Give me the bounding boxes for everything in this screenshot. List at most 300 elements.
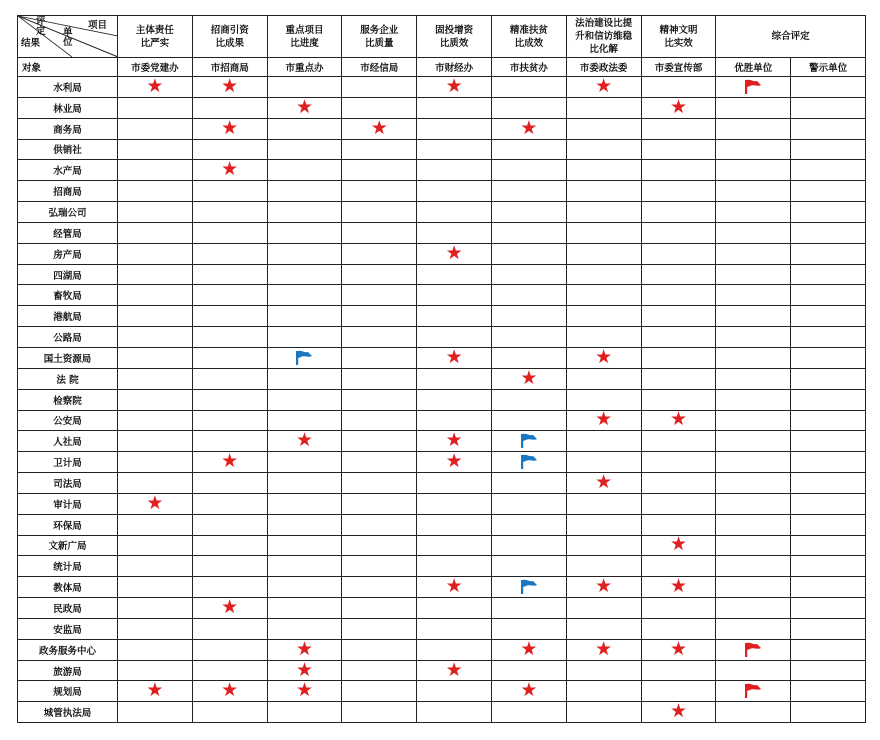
table-row bbox=[18, 618, 866, 639]
table-cell bbox=[716, 306, 791, 327]
red-flag-icon bbox=[744, 79, 762, 95]
table-cell bbox=[192, 702, 267, 723]
table-cell bbox=[342, 97, 417, 118]
table-cell bbox=[641, 639, 716, 660]
table-cell bbox=[417, 202, 492, 223]
table-row bbox=[18, 77, 866, 98]
column-title: 法治建设比提 升和信访维稳 比化解 bbox=[566, 16, 641, 58]
table-cell bbox=[566, 181, 641, 202]
table-cell bbox=[716, 139, 791, 160]
red-star-icon: ★ bbox=[295, 639, 314, 660]
table-cell bbox=[267, 118, 342, 139]
red-star-icon: ★ bbox=[595, 472, 613, 493]
table-cell bbox=[192, 556, 267, 577]
table-cell bbox=[566, 702, 641, 723]
table-cell bbox=[118, 264, 193, 285]
blue-flag-icon bbox=[520, 454, 538, 470]
table-cell bbox=[716, 598, 791, 619]
row-object-name: 教体局 bbox=[18, 577, 118, 598]
table-cell bbox=[641, 618, 716, 639]
table-cell bbox=[342, 243, 417, 264]
column-unit: 市委政法委 bbox=[566, 58, 641, 77]
table-cell bbox=[267, 202, 342, 223]
table-cell bbox=[791, 452, 866, 473]
red-star-icon: ★ bbox=[370, 118, 388, 139]
red-star-icon: ★ bbox=[221, 118, 239, 139]
row-object-name: 公安局 bbox=[18, 410, 118, 431]
row-object-name: 民政局 bbox=[18, 598, 118, 619]
table-cell bbox=[641, 97, 716, 118]
table-cell bbox=[566, 327, 641, 348]
table-cell bbox=[491, 639, 566, 660]
table-cell bbox=[118, 473, 193, 494]
table-cell bbox=[791, 97, 866, 118]
table-cell bbox=[491, 181, 566, 202]
red-star-icon: ★ bbox=[221, 680, 239, 702]
row-object-name: 畜牧局 bbox=[18, 285, 118, 306]
table-cell bbox=[716, 160, 791, 181]
table-cell bbox=[192, 473, 267, 494]
red-star-icon: ★ bbox=[445, 76, 463, 97]
row-object-name: 招商局 bbox=[18, 181, 118, 202]
table-cell bbox=[267, 473, 342, 494]
table-cell bbox=[267, 431, 342, 452]
table-cell bbox=[791, 473, 866, 494]
table-body bbox=[18, 16, 866, 723]
red-star-icon: ★ bbox=[520, 680, 538, 702]
row-object-name: 港航局 bbox=[18, 306, 118, 327]
table-row bbox=[18, 285, 866, 306]
table-cell bbox=[791, 702, 866, 723]
summary-warn-unit: 警示单位 bbox=[791, 58, 866, 77]
table-cell bbox=[192, 493, 267, 514]
table-cell bbox=[417, 389, 492, 410]
table-cell bbox=[342, 473, 417, 494]
table-cell bbox=[267, 347, 342, 368]
table-cell bbox=[566, 347, 641, 368]
table-cell bbox=[791, 243, 866, 264]
table-cell bbox=[641, 598, 716, 619]
column-title: 精神文明 比实效 bbox=[641, 16, 716, 58]
table-cell bbox=[342, 368, 417, 389]
table-cell bbox=[342, 347, 417, 368]
table-cell bbox=[716, 327, 791, 348]
table-cell bbox=[791, 389, 866, 410]
row-object-name: 水利局 bbox=[18, 77, 118, 98]
table-cell bbox=[118, 368, 193, 389]
table-cell bbox=[491, 77, 566, 98]
table-cell bbox=[192, 97, 267, 118]
table-cell bbox=[118, 243, 193, 264]
table-cell bbox=[716, 410, 791, 431]
red-star-icon: ★ bbox=[595, 639, 613, 660]
table-cell bbox=[417, 410, 492, 431]
table-row bbox=[18, 473, 866, 494]
table-cell bbox=[118, 556, 193, 577]
table-cell bbox=[267, 681, 342, 702]
table-row bbox=[18, 389, 866, 410]
red-star-icon: ★ bbox=[445, 243, 463, 264]
table-cell bbox=[192, 327, 267, 348]
table-cell bbox=[342, 160, 417, 181]
table-cell bbox=[791, 535, 866, 556]
table-cell bbox=[791, 264, 866, 285]
table-cell bbox=[267, 97, 342, 118]
table-cell bbox=[118, 452, 193, 473]
table-cell bbox=[342, 118, 417, 139]
table-row bbox=[18, 264, 866, 285]
table-cell bbox=[641, 77, 716, 98]
table-cell bbox=[192, 452, 267, 473]
object-label: 对象 bbox=[18, 58, 118, 77]
table-cell bbox=[641, 473, 716, 494]
table-cell bbox=[491, 577, 566, 598]
column-unit: 市委宣传部 bbox=[641, 58, 716, 77]
table-cell bbox=[342, 598, 417, 619]
table-cell bbox=[566, 285, 641, 306]
red-star-icon: ★ bbox=[221, 597, 239, 619]
table-row bbox=[18, 139, 866, 160]
table-cell bbox=[716, 493, 791, 514]
table-cell bbox=[491, 618, 566, 639]
table-cell bbox=[641, 347, 716, 368]
table-cell bbox=[342, 389, 417, 410]
table-cell bbox=[791, 577, 866, 598]
column-unit: 市扶贫办 bbox=[491, 58, 566, 77]
table-cell bbox=[118, 97, 193, 118]
row-object-name: 国土资源局 bbox=[18, 347, 118, 368]
table-cell bbox=[566, 618, 641, 639]
row-object-name: 环保局 bbox=[18, 514, 118, 535]
table-cell bbox=[716, 347, 791, 368]
table-cell bbox=[342, 306, 417, 327]
table-cell bbox=[641, 702, 716, 723]
table-row bbox=[18, 97, 866, 118]
table-cell bbox=[342, 222, 417, 243]
blue-flag-icon bbox=[520, 579, 538, 595]
table-row bbox=[18, 681, 866, 702]
red-star-icon: ★ bbox=[445, 451, 463, 473]
red-star-icon: ★ bbox=[445, 430, 463, 452]
table-cell bbox=[566, 639, 641, 660]
table-cell bbox=[267, 535, 342, 556]
table-cell bbox=[267, 660, 342, 681]
red-star-icon: ★ bbox=[520, 118, 538, 139]
table-cell bbox=[192, 660, 267, 681]
table-cell bbox=[566, 431, 641, 452]
table-cell bbox=[716, 639, 791, 660]
row-object-name: 卫计局 bbox=[18, 452, 118, 473]
table-cell bbox=[566, 264, 641, 285]
table-cell bbox=[342, 535, 417, 556]
row-object-name: 经管局 bbox=[18, 222, 118, 243]
column-unit: 市经信局 bbox=[342, 58, 417, 77]
table-cell bbox=[192, 535, 267, 556]
table-cell bbox=[716, 222, 791, 243]
table-cell bbox=[342, 556, 417, 577]
summary-title: 综合评定 bbox=[716, 16, 866, 58]
table-cell bbox=[118, 222, 193, 243]
table-row bbox=[18, 556, 866, 577]
table-cell bbox=[267, 306, 342, 327]
table-cell bbox=[267, 285, 342, 306]
table-cell bbox=[566, 139, 641, 160]
table-cell bbox=[267, 181, 342, 202]
table-cell bbox=[267, 327, 342, 348]
table-cell bbox=[641, 118, 716, 139]
table-cell bbox=[192, 77, 267, 98]
red-star-icon: ★ bbox=[146, 493, 164, 514]
table-cell bbox=[791, 202, 866, 223]
table-cell bbox=[342, 410, 417, 431]
table-row bbox=[18, 514, 866, 535]
table-row bbox=[18, 181, 866, 202]
table-cell bbox=[118, 681, 193, 702]
row-object-name: 文新广局 bbox=[18, 535, 118, 556]
table-cell bbox=[566, 77, 641, 98]
red-star-icon: ★ bbox=[669, 639, 687, 660]
table-cell bbox=[491, 347, 566, 368]
table-cell bbox=[267, 160, 342, 181]
table-cell bbox=[566, 222, 641, 243]
table-cell bbox=[192, 410, 267, 431]
table-cell bbox=[417, 368, 492, 389]
table-cell bbox=[342, 77, 417, 98]
table-row bbox=[18, 702, 866, 723]
table-cell bbox=[118, 306, 193, 327]
red-star-icon: ★ bbox=[595, 347, 613, 368]
table-cell bbox=[342, 264, 417, 285]
table-cell bbox=[417, 577, 492, 598]
table-cell bbox=[192, 222, 267, 243]
table-cell bbox=[641, 389, 716, 410]
table-cell bbox=[716, 181, 791, 202]
table-row bbox=[18, 306, 866, 327]
table-cell bbox=[716, 618, 791, 639]
table-cell bbox=[566, 535, 641, 556]
row-object-name: 公路局 bbox=[18, 327, 118, 348]
table-cell bbox=[791, 181, 866, 202]
table-cell bbox=[491, 556, 566, 577]
corner-label-evaluate: 评 定 bbox=[36, 16, 46, 37]
table-cell bbox=[641, 160, 716, 181]
table-cell bbox=[192, 639, 267, 660]
table-cell bbox=[417, 264, 492, 285]
table-cell bbox=[566, 118, 641, 139]
table-cell bbox=[417, 452, 492, 473]
table-cell bbox=[641, 202, 716, 223]
table-cell bbox=[267, 243, 342, 264]
red-star-icon: ★ bbox=[295, 430, 314, 452]
table-row bbox=[18, 577, 866, 598]
table-cell bbox=[491, 493, 566, 514]
table-cell bbox=[491, 535, 566, 556]
corner-label-unit: 单 位 bbox=[63, 27, 73, 48]
table-cell bbox=[566, 452, 641, 473]
red-star-icon: ★ bbox=[669, 535, 687, 556]
table-cell bbox=[716, 77, 791, 98]
table-cell bbox=[342, 202, 417, 223]
table-cell bbox=[566, 243, 641, 264]
table-cell bbox=[192, 243, 267, 264]
row-object-name: 人社局 bbox=[18, 431, 118, 452]
table-cell bbox=[118, 493, 193, 514]
table-cell bbox=[342, 577, 417, 598]
column-title: 服务企业 比质量 bbox=[342, 16, 417, 58]
table-cell bbox=[267, 639, 342, 660]
red-star-icon: ★ bbox=[595, 76, 613, 97]
table-cell bbox=[267, 514, 342, 535]
table-cell bbox=[342, 327, 417, 348]
table-cell bbox=[491, 514, 566, 535]
table-cell bbox=[192, 306, 267, 327]
table-cell bbox=[267, 618, 342, 639]
table-cell bbox=[566, 556, 641, 577]
table-cell bbox=[118, 347, 193, 368]
table-cell bbox=[417, 306, 492, 327]
table-cell bbox=[791, 410, 866, 431]
table-cell bbox=[566, 514, 641, 535]
table-cell bbox=[491, 306, 566, 327]
table-cell bbox=[118, 577, 193, 598]
table-cell bbox=[566, 202, 641, 223]
row-object-name: 水产局 bbox=[18, 160, 118, 181]
diagonal-header-cell bbox=[18, 16, 118, 58]
table-cell bbox=[267, 77, 342, 98]
blue-flag-icon bbox=[520, 433, 538, 449]
table-cell bbox=[192, 347, 267, 368]
table-cell bbox=[192, 118, 267, 139]
table-cell bbox=[641, 243, 716, 264]
table-cell bbox=[118, 139, 193, 160]
red-star-icon: ★ bbox=[146, 680, 164, 702]
table-cell bbox=[417, 327, 492, 348]
table-cell bbox=[192, 264, 267, 285]
corner-label-result: 结果 bbox=[21, 38, 41, 49]
table-cell bbox=[491, 264, 566, 285]
table-cell bbox=[566, 473, 641, 494]
table-cell bbox=[417, 118, 492, 139]
table-cell bbox=[791, 598, 866, 619]
table-cell bbox=[791, 368, 866, 389]
table-cell bbox=[342, 618, 417, 639]
table-cell bbox=[417, 243, 492, 264]
table-cell bbox=[118, 389, 193, 410]
table-row bbox=[18, 347, 866, 368]
table-cell bbox=[641, 327, 716, 348]
table-cell bbox=[118, 618, 193, 639]
red-flag-icon bbox=[744, 683, 762, 699]
table-cell bbox=[118, 77, 193, 98]
table-cell bbox=[342, 493, 417, 514]
table-cell bbox=[791, 306, 866, 327]
summary-good-unit: 优胜单位 bbox=[716, 58, 791, 77]
table-row bbox=[18, 493, 866, 514]
column-title: 主体责任 比严实 bbox=[118, 16, 193, 58]
table-cell bbox=[192, 368, 267, 389]
table-cell bbox=[791, 431, 866, 452]
table-cell bbox=[267, 452, 342, 473]
table-cell bbox=[641, 181, 716, 202]
table-row bbox=[18, 639, 866, 660]
table-cell bbox=[491, 202, 566, 223]
table-cell bbox=[641, 556, 716, 577]
red-star-icon: ★ bbox=[146, 76, 164, 97]
table-cell bbox=[716, 660, 791, 681]
table-cell bbox=[491, 243, 566, 264]
table-cell bbox=[791, 347, 866, 368]
table-cell bbox=[716, 243, 791, 264]
table-row bbox=[18, 598, 866, 619]
table-cell bbox=[192, 202, 267, 223]
table-cell bbox=[267, 410, 342, 431]
table-cell bbox=[417, 139, 492, 160]
table-cell bbox=[342, 639, 417, 660]
red-star-icon: ★ bbox=[295, 97, 314, 118]
table-cell bbox=[566, 306, 641, 327]
blue-flag-icon bbox=[295, 350, 313, 366]
table-cell bbox=[267, 702, 342, 723]
table-cell bbox=[716, 702, 791, 723]
table-cell bbox=[267, 577, 342, 598]
column-title: 固投增资 比质效 bbox=[417, 16, 492, 58]
table-cell bbox=[716, 535, 791, 556]
row-object-name: 弘瑞公司 bbox=[18, 202, 118, 223]
table-cell bbox=[641, 222, 716, 243]
table-cell bbox=[417, 598, 492, 619]
row-object-name: 四湖局 bbox=[18, 264, 118, 285]
table-cell bbox=[417, 473, 492, 494]
table-cell bbox=[118, 514, 193, 535]
table-cell bbox=[716, 264, 791, 285]
table-cell bbox=[417, 431, 492, 452]
table-cell bbox=[491, 118, 566, 139]
table-cell bbox=[342, 514, 417, 535]
table-cell bbox=[791, 660, 866, 681]
table-cell bbox=[791, 118, 866, 139]
table-row bbox=[18, 160, 866, 181]
table-cell bbox=[491, 97, 566, 118]
table-cell bbox=[118, 535, 193, 556]
table-cell bbox=[716, 681, 791, 702]
table-cell bbox=[118, 285, 193, 306]
row-object-name: 林业局 bbox=[18, 97, 118, 118]
red-star-icon: ★ bbox=[520, 639, 538, 660]
table-cell bbox=[791, 493, 866, 514]
table-cell bbox=[566, 660, 641, 681]
table-cell bbox=[118, 702, 193, 723]
table-cell bbox=[566, 681, 641, 702]
row-object-name: 审计局 bbox=[18, 493, 118, 514]
row-object-name: 规划局 bbox=[18, 681, 118, 702]
table-cell bbox=[417, 702, 492, 723]
red-star-icon: ★ bbox=[669, 410, 687, 431]
table-cell bbox=[566, 598, 641, 619]
table-cell bbox=[342, 285, 417, 306]
table-row bbox=[18, 243, 866, 264]
table-cell bbox=[491, 222, 566, 243]
table-cell bbox=[491, 160, 566, 181]
table-row bbox=[18, 410, 866, 431]
red-star-icon: ★ bbox=[295, 680, 314, 702]
table-cell bbox=[716, 389, 791, 410]
table-cell bbox=[566, 97, 641, 118]
table-cell bbox=[491, 431, 566, 452]
table-cell bbox=[342, 660, 417, 681]
table-cell bbox=[491, 139, 566, 160]
column-unit: 市招商局 bbox=[192, 58, 267, 77]
table-cell bbox=[641, 452, 716, 473]
